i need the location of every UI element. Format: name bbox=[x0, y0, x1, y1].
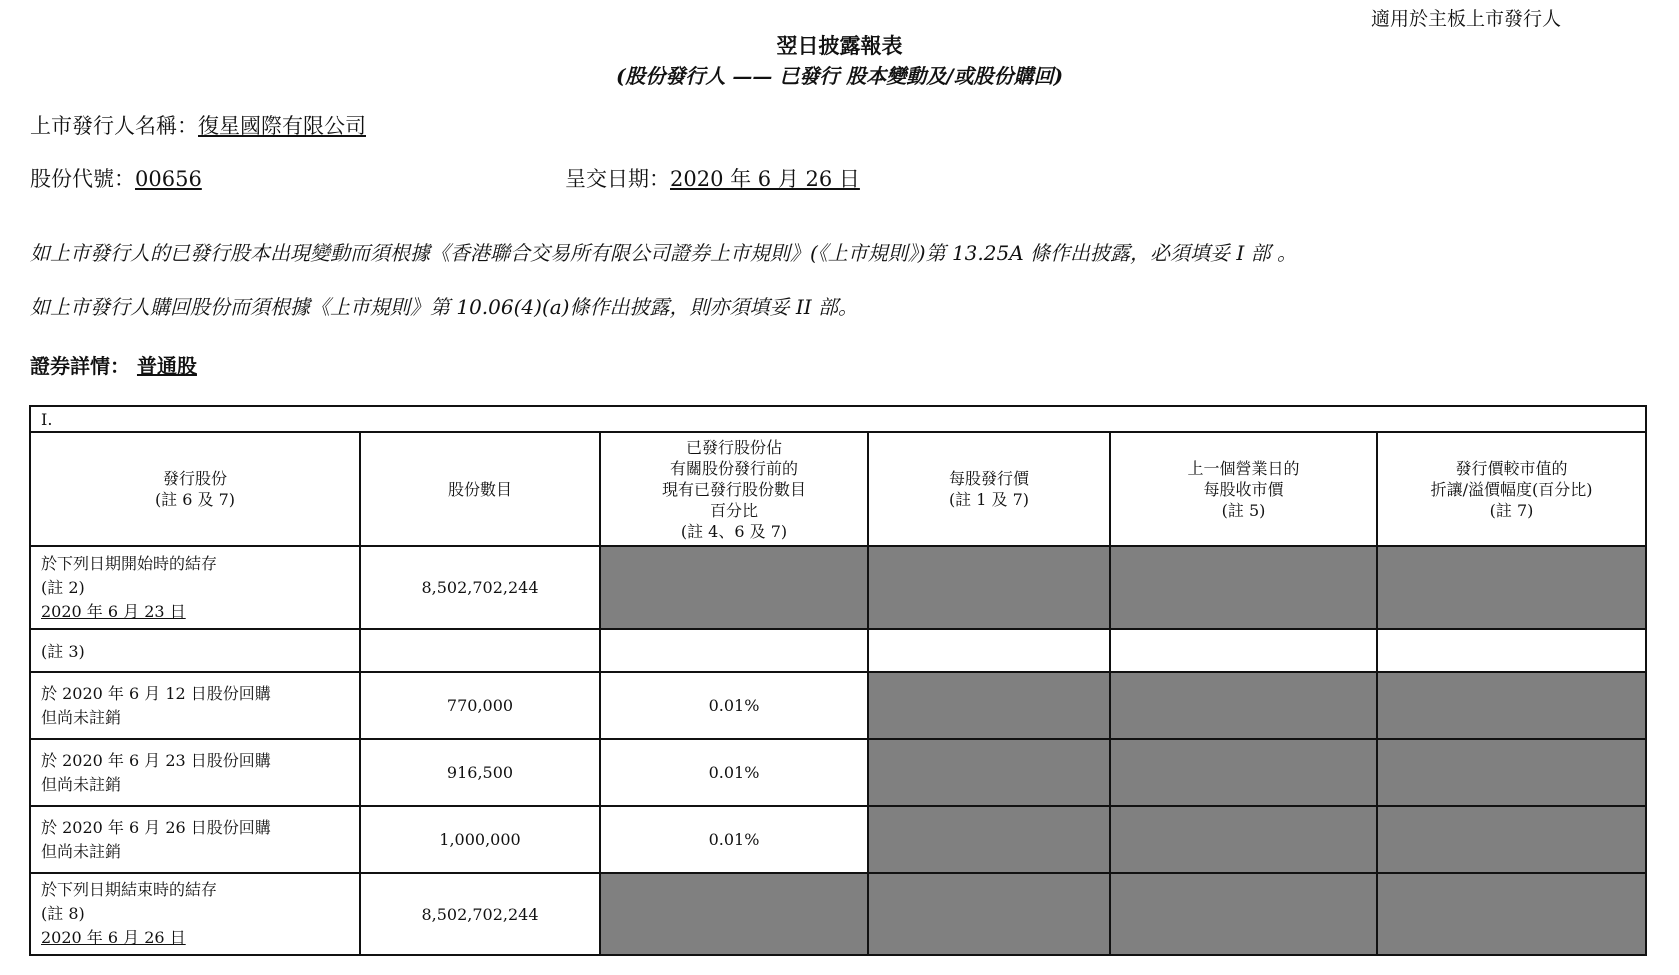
empty-cell bbox=[1377, 629, 1646, 672]
shaded-cell bbox=[1110, 739, 1377, 806]
share-movement-table bbox=[29, 405, 1647, 956]
issuer-name-value: 復星國際有限公司 bbox=[198, 114, 366, 138]
stock-code-label: 股份代號： bbox=[30, 167, 135, 191]
shaded-cell bbox=[1377, 546, 1646, 629]
shaded-cell bbox=[1377, 873, 1646, 955]
empty-cell bbox=[868, 629, 1110, 672]
note3-label: (註 3) bbox=[30, 629, 360, 672]
notice-part-two: 如上市發行人購回股份而須根據《上市規則》第 10.06(4)(a)條作出披露，則亦須填妥 II 部。 bbox=[30, 295, 858, 319]
empty-cell bbox=[600, 629, 868, 672]
header-issued-shares: 發行股份 (註 6 及 7) bbox=[30, 432, 360, 546]
empty-cell bbox=[360, 629, 600, 672]
shaded-cell bbox=[868, 546, 1110, 629]
header-row bbox=[30, 432, 1646, 546]
shaded-cell bbox=[1377, 672, 1646, 739]
closing-balance-label: 於下列日期結束時的結存 (註 8) 2020 年 6 月 26 日 bbox=[30, 873, 360, 955]
securities-label: 證券詳情： bbox=[30, 354, 130, 378]
table-row-opening-balance bbox=[30, 546, 1646, 629]
table-row-buyback bbox=[30, 739, 1646, 806]
header-discount-premium: 發行價較市值的 折讓/溢價幅度(百分比) (註 7) bbox=[1377, 432, 1646, 546]
opening-balance-label: 於下列日期開始時的結存 (註 2) 2020 年 6 月 23 日 bbox=[30, 546, 360, 629]
shaded-cell bbox=[1377, 806, 1646, 873]
issuer-name-line bbox=[30, 110, 366, 140]
header-percentage: 已發行股份佔 有關股份發行前的 現有已發行股份數目 百分比 (註 4、6 及 7) bbox=[600, 432, 868, 546]
submission-date-label: 呈交日期： bbox=[565, 167, 670, 191]
shaded-cell bbox=[868, 873, 1110, 955]
securities-details bbox=[30, 350, 197, 379]
buyback-percentage: 0.01% bbox=[600, 806, 868, 873]
header-issue-price: 每股發行價 (註 1 及 7) bbox=[868, 432, 1110, 546]
header-number-of-shares: 股份數目 bbox=[360, 432, 600, 546]
issuer-name-label: 上市發行人名稱： bbox=[30, 114, 198, 138]
shaded-cell bbox=[1377, 739, 1646, 806]
buyback-percentage: 0.01% bbox=[600, 739, 868, 806]
buyback-percentage: 0.01% bbox=[600, 672, 868, 739]
shaded-cell bbox=[868, 739, 1110, 806]
submission-date-line bbox=[565, 163, 860, 193]
buyback-shares: 770,000 bbox=[360, 672, 600, 739]
securities-value: 普通股 bbox=[136, 354, 197, 378]
table-row-closing-balance bbox=[30, 873, 1646, 955]
notice-part-one: 如上市發行人的已發行股本出現變動而須根據《香港聯合交易所有限公司證券上市規則》(《上市規則》)第 13.25A 條作出披露，必須填妥 I 部 。 bbox=[30, 241, 1297, 265]
buyback-shares: 916,500 bbox=[360, 739, 600, 806]
shaded-cell bbox=[1110, 806, 1377, 873]
stock-code-line bbox=[30, 163, 202, 193]
shaded-cell bbox=[1110, 546, 1377, 629]
buyback-label: 於 2020 年 6 月 26 日股份回購 但尚未註銷 bbox=[30, 806, 360, 873]
shaded-cell bbox=[868, 806, 1110, 873]
table-row-buyback bbox=[30, 806, 1646, 873]
stock-code-value: 00656 bbox=[135, 167, 202, 191]
shaded-cell bbox=[600, 873, 868, 955]
shaded-cell bbox=[600, 546, 868, 629]
submission-date-value: 2020 年 6 月 26 日 bbox=[670, 167, 860, 191]
buyback-shares: 1,000,000 bbox=[360, 806, 600, 873]
table-row-buyback bbox=[30, 672, 1646, 739]
shaded-cell bbox=[1110, 873, 1377, 955]
form-subtitle: (股份發行人 —— 已發行 股本變動及/或股份購回) bbox=[615, 64, 1064, 88]
header-closing-price: 上一個營業日的 每股收市價 (註 5) bbox=[1110, 432, 1377, 546]
shaded-cell bbox=[1110, 672, 1377, 739]
section-label: I. bbox=[30, 406, 1646, 432]
form-title: 翌日披露報表 bbox=[776, 33, 903, 58]
table-row-note3 bbox=[30, 629, 1646, 672]
closing-balance-shares: 8,502,702,244 bbox=[360, 873, 600, 955]
shaded-cell bbox=[868, 672, 1110, 739]
buyback-label: 於 2020 年 6 月 12 日股份回購 但尚未註銷 bbox=[30, 672, 360, 739]
buyback-label: 於 2020 年 6 月 23 日股份回購 但尚未註銷 bbox=[30, 739, 360, 806]
opening-balance-shares: 8,502,702,244 bbox=[360, 546, 600, 629]
applicability-note: 適用於主板上市發行人 bbox=[1370, 8, 1561, 30]
empty-cell bbox=[1110, 629, 1377, 672]
